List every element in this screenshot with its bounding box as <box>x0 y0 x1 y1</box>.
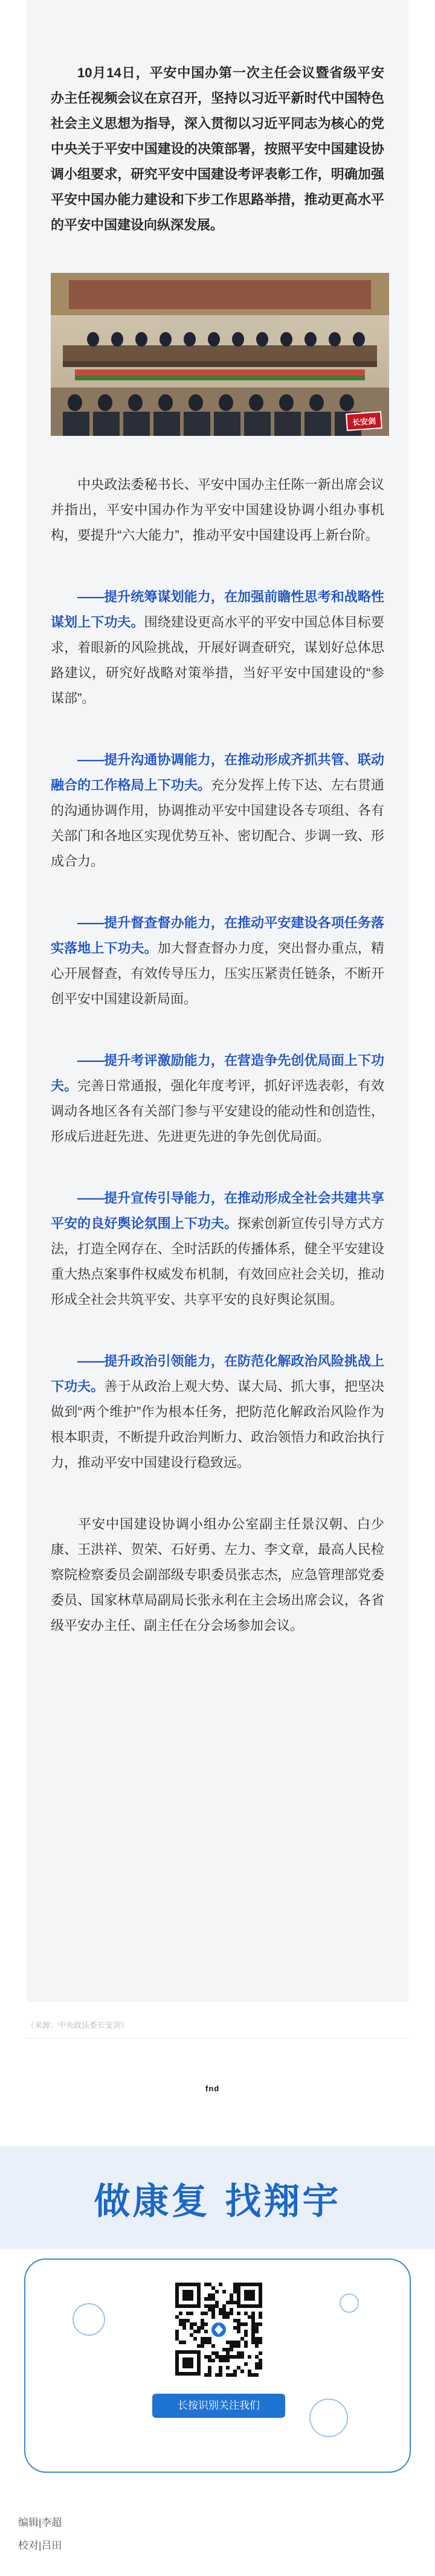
ability-point-publicity <box>51 1186 384 1312</box>
ability-point-heading: ——提升沟通协调能力，在推动形成齐抓共管、联动融合的工作格局上下功夫。 <box>51 752 384 793</box>
photo-watermark-badge: 长安剑 <box>346 411 382 431</box>
ability-point-body: 探索创新宣传引导方式方法，打造全网存在、全时活跃的传播体系，健全平安建设重大热点案事件权威发布机制，有效回应社会关切，推动形成全社会共筑平安、共享平安的良好舆论氛围。 <box>51 1216 384 1307</box>
qr-caption-label: 长按识别关注我们 <box>152 2394 285 2418</box>
section-divider <box>27 2038 408 2039</box>
ability-point-coordination <box>51 747 384 874</box>
qr-code[interactable] <box>170 2278 267 2380</box>
body-paragraph-intro <box>51 472 384 548</box>
decor-ring-icon <box>72 2303 105 2336</box>
meeting-photo-image <box>51 273 389 436</box>
ability-point-heading: ——提升宣传引导能力，在推动形成全社会共建共享平安的良好舆论氛围上下功夫。 <box>51 1191 384 1231</box>
closing-paragraph-text: 平安中国建设协调小组办公室副主任景汉朝、白少康、王洪祥、贺荣、石好勇、左力、李文章，最高人民检察院检察委员会副部级专职委员张志杰，应急管理部党委委员、国家林草局副局长张永利在主会场出席会议，各省级平安办主任、副主任在分会场参加会议。 <box>51 1517 384 1633</box>
source-attribution: （来源：中央政法委长安剑） <box>27 2021 129 2030</box>
lead-paragraph-text: 10月14日，平安中国办第一次主任会议暨省级平安办主任视频会议在京召开，坚持以习近平新时代中国特色社会主义思想为指导，深入贯彻以习近平同志为核心的党中央关于平安中国建设的决策部署，按照平安中国建设协调小组要求，研究平安中国建设考评表彰工作，明确加强平安中国办能力建设和下步工作思路举措，推动更高水平的平安中国建设向纵深发展。 <box>51 65 384 232</box>
article-card <box>27 0 408 2002</box>
ability-point-supervision <box>51 910 384 1012</box>
body-paragraph-intro-text: 中央政法委秘书长、平安中国办主任陈一新出席会议并指出，平安中国办作为平安中国建设协调小组办事机构，要提升“六大能力”，推动平安中国建设再上新台阶。 <box>51 477 384 543</box>
ability-point-heading: ——提升考评激励能力，在营造争先创优局面上下功夫。 <box>51 1053 384 1093</box>
lead-paragraph <box>51 60 384 238</box>
ability-point-body: 善于从政治上观大势、谋大局、抓大事，把坚决做到“两个维护”作为根本任务，把防范化解政治风险作为根本职责，不断提升政治判断力、政治领悟力和政治执行力，推动平安中国建设行稳致远。 <box>51 1379 384 1470</box>
qr-follow-card <box>24 2258 411 2473</box>
decor-ring-icon <box>340 2293 359 2313</box>
editor-credit: 编辑|李超 <box>18 2517 62 2528</box>
ability-point-heading: ——提升统筹谋划能力，在加强前瞻性思考和战略性谋划上下功夫。 <box>51 589 384 630</box>
ability-point-heading: ——提升督查督办能力，在推动平安建设各项任务落实落地上下功夫。 <box>51 915 384 956</box>
ability-point-evaluation <box>51 1048 384 1149</box>
slogan-banner <box>0 2146 435 2249</box>
ability-point-political <box>51 1349 384 1475</box>
ability-point-body: 围绕建设更高水平的平安中国总体目标要求，着眼新的风险挑战，开展好调查研究，谋划好总体思路建议，研究好战略对策举措，当好平安中国建设的“参谋部”。 <box>51 615 384 706</box>
decor-ring-icon <box>309 2399 348 2437</box>
ability-point-body: 加大督查督办力度，突出督办重点，精心开展督查，有效传导压力，压实压紧责任链条，不断开创平安中国建设新局面。 <box>51 941 384 1006</box>
slogan-text: 做康复 找翔宇 <box>94 2181 341 2223</box>
brand-mark: fnd <box>205 2084 220 2093</box>
ability-point-body: 充分发挥上传下达、左右贯通的沟通协调作用，协调推动平安中国建设各专项组、各有关部门和各地区实现优势互补、密切配合、步调一致、形成合力。 <box>51 778 384 869</box>
qr-code-icon <box>170 2278 267 2380</box>
ability-point-heading: ——提升政治引领能力，在防范化解政治风险挑战上下功夫。 <box>51 1354 384 1394</box>
closing-paragraph <box>51 1512 384 1638</box>
ability-point-planning <box>51 584 384 711</box>
meeting-photo <box>51 273 389 436</box>
ability-point-body: 完善日常通报，强化年度考评，抓好评选表彰，有效调动各地区各有关部门参与平安建设的能动性和创造性，形成后进赶先进、先进更先进的争先创优局面。 <box>51 1078 384 1144</box>
proofreader-credit: 校对|吕田 <box>18 2540 62 2551</box>
